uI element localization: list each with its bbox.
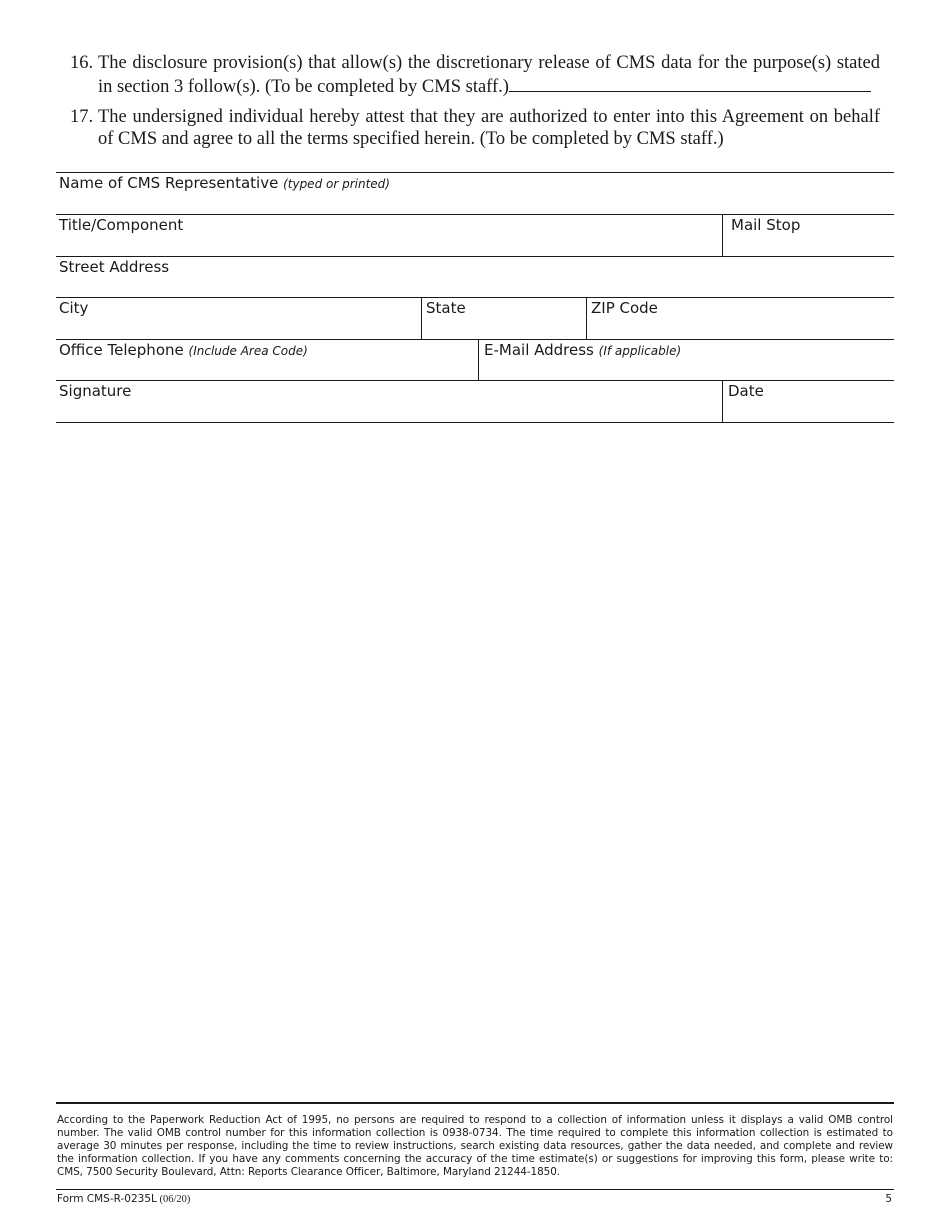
date-label: Date xyxy=(728,382,764,400)
title-component-field[interactable] xyxy=(59,236,717,254)
mail-stop-label: Mail Stop xyxy=(731,216,801,234)
form-divider xyxy=(586,297,587,339)
signature-label: Signature xyxy=(59,382,132,400)
title-component-label: Title/Component xyxy=(59,216,184,234)
mail-stop-field[interactable] xyxy=(728,236,890,254)
zip-code-field[interactable] xyxy=(591,319,889,337)
form-divider xyxy=(478,339,479,380)
form-divider xyxy=(722,380,723,422)
rep-name-label: Name of CMS Representative (typed or printed) xyxy=(59,174,390,192)
zip-code-label: ZIP Code xyxy=(591,299,658,317)
item-number: 17. xyxy=(70,107,94,127)
item-number: 16. xyxy=(70,53,94,73)
item-text: The undersigned individual hereby attest that they are authorized to enter into this Agreement on behalf of CMS and agree to all the terms specified herein. (To be completed by CMS staff.) xyxy=(98,107,880,149)
paperwork-reduction-notice: According to the Paperwork Reduction Act of 1995, no persons are required to respond to a collection of information unless it displays a valid OMB control number. The valid OMB control number for this information collection is 0938-0734. The time required to complete this information collection is estimated to average 30 minutes per response, including the time to review instructions, search existing data resources, gather the data needed, and complete and review the information collection. If you have any comments concerning the accuracy of the time estimate(s) or suggestions for improving this form, please write to: CMS, 7500 Security Boulevard, Attn: Reports Clearance Officer, Baltimore, Maryland 21244-1850. xyxy=(57,1114,893,1178)
form-rule xyxy=(56,339,894,340)
rep-name-field[interactable] xyxy=(59,194,889,212)
form-rule xyxy=(56,380,894,381)
provision-item-16 xyxy=(70,52,880,98)
email-address-label: E-Mail Address (If applicable) xyxy=(484,341,682,359)
signature-field[interactable] xyxy=(59,402,717,420)
form-rule xyxy=(56,172,894,173)
revision-close: ) xyxy=(186,1194,191,1205)
form-rule xyxy=(56,422,894,423)
provision-item-17 xyxy=(70,106,880,150)
form-rule xyxy=(56,256,894,257)
city-field[interactable] xyxy=(59,319,415,337)
footer-rule xyxy=(56,1189,894,1190)
page-number: 5 xyxy=(885,1193,892,1205)
office-telephone-field[interactable] xyxy=(59,360,473,378)
street-address-field[interactable] xyxy=(59,277,889,295)
footer-rule xyxy=(56,1102,894,1104)
office-telephone-label: Office Telephone (Include Area Code) xyxy=(59,341,308,359)
cms-representative-form xyxy=(56,172,894,423)
state-field[interactable] xyxy=(426,319,581,337)
date-field[interactable] xyxy=(728,402,890,420)
item-text: The disclosure provision(s) that allow(s) the discretionary release of CMS data for the purpose(s) stated in section 3 follow(s). (To be completed by CMS staff.) xyxy=(98,53,880,97)
email-address-field[interactable] xyxy=(484,360,889,378)
form-rule xyxy=(56,214,894,215)
state-label: State xyxy=(426,299,466,317)
form-divider xyxy=(722,214,723,256)
form-divider xyxy=(421,297,422,339)
form-rule xyxy=(56,297,894,298)
street-address-label: Street Address xyxy=(59,258,170,276)
form-identifier xyxy=(57,1193,190,1206)
revision-open: ( xyxy=(156,1194,163,1205)
rep-name-hint: (typed or printed) xyxy=(283,177,390,191)
email-address-hint: (If applicable) xyxy=(598,344,682,358)
revision-date: 06/20 xyxy=(163,1194,187,1205)
city-label: City xyxy=(59,299,89,317)
office-telephone-hint: (Include Area Code) xyxy=(188,344,308,358)
disclosure-provision-blank[interactable] xyxy=(509,74,871,92)
form-number: Form CMS-R-0235L xyxy=(57,1193,157,1205)
